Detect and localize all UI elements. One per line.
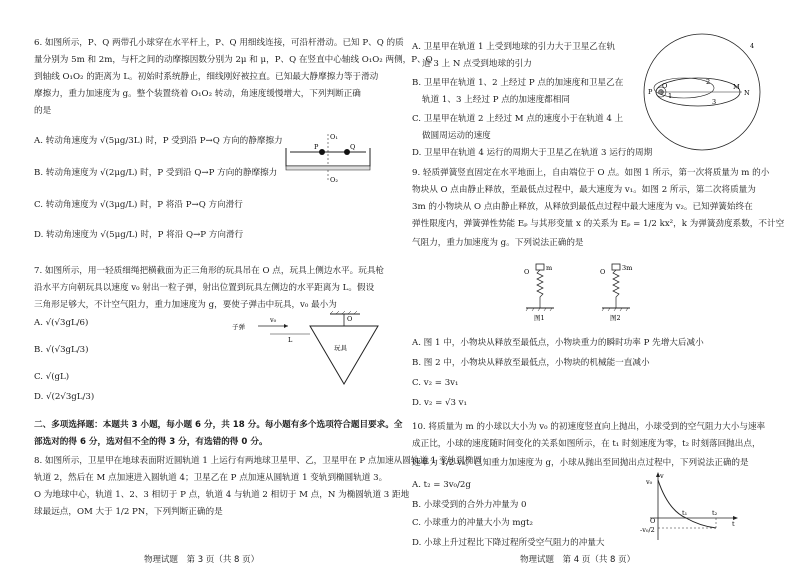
q8-line-3: O 为地球中心，轨道 1、2、3 相切于 P 点，轨道 4 与轨道 2 相切于 M 点，N 为椭圆轨道 3 距地 [34, 490, 410, 500]
q7-option-b: B. √(√3gL/3) [34, 345, 89, 355]
q9-line-3: 3m 的小物块从 O 点由静止释放，从释放到最低点过程中最大速度为 v₂。已知弹簧始终在 [412, 202, 753, 212]
q7-line-3: 三角形足够大，不计空气阻力，重力加速度为 g，要使子弹击中玩具，v₀ 最小为 [34, 300, 337, 310]
bullet-label: 子弹 [232, 323, 245, 331]
t-axis-label: t [732, 520, 735, 528]
q8-option-b-line-2: 轨道 1、3 上经过 P 点的加速度都相同 [422, 95, 570, 105]
q6-option-d: D. 转动角速度为 √(5μg/L) 时，P 将沿 Q→P 方向滑行 [34, 230, 244, 240]
orbit-3-label: 3 [712, 98, 717, 106]
orbit-4-label: 4 [750, 42, 755, 50]
q7-figure [230, 310, 380, 390]
q6-line-2: 量分别为 5m 和 2m，与杆之间的动摩擦因数分别为 2μ 和 μ，P、Q 在竖直中心轴线 O₁O₂ 两侧，P、Q [34, 55, 433, 65]
q6-line-4: 摩擦力，重力加速度为 g。整个装置绕着 O₁O₂ 转动，角速度缓慢增大，下列判断正确 [34, 89, 361, 99]
t1-label: t₁ [682, 509, 688, 517]
m-label: M [733, 83, 740, 91]
q10-option-b: B. 小球受到的合外力冲量为 0 [412, 500, 527, 510]
v0-label: v₀ [270, 316, 277, 324]
q6-option-c: C. 转动角速度为 √(3μg/L) 时，P 将沿 P→Q 方向滑行 [34, 200, 243, 210]
q9-line-4: 弹性限度内，弹簧弹性势能 Eₚ 与其形变量 x 的关系为 Eₚ = 1/2 kx²，k 为弹簧劲度系数，不计空 [412, 219, 785, 229]
q10-line-2: 成正比，小球的速度随时间变化的关系如图所示，在 t₁ 时刻速度为零，t₂ 时刻落回抛出点， [412, 439, 761, 449]
q9-line-5: 气阻力，重力加速度为 g。下列说法正确的是 [412, 238, 584, 248]
p-label: P [648, 88, 653, 96]
q9-option-d: D. v₂ = √3 v₁ [412, 398, 467, 408]
mass-3m-label: 3m [622, 264, 633, 272]
q8-line-4: 球最远点，OM 大于 1/2 PN，下列判断正确的是 [34, 507, 223, 517]
footer-left: 物理试题 第 3 页（共 8 页） [144, 555, 260, 565]
q8-option-b-line-1: B. 卫星甲在轨道 1、2 上经过 P 点的加速度和卫星乙在 [412, 78, 624, 88]
n-label: N [744, 89, 750, 97]
mass-m-label: m [546, 264, 553, 272]
q7-option-c: C. √(gL) [34, 372, 70, 382]
q10-line-1: 10. 将质量为 m 的小球以大小为 v₀ 的初速度竖直向上抛出，小球受到的空气阻力大小与速率 [412, 422, 766, 432]
q9-line-2: 物块从 O 点由静止释放，至最低点过程中，最大速度为 v₁。如图 2 所示，第二次将质量为 [412, 185, 756, 195]
fig2-o-label: O [600, 268, 606, 276]
v-axis-label: v [660, 472, 664, 480]
q8-option-a-line-1: A. 卫星甲在轨道 1 上受到地球的引力大于卫星乙在轨 [412, 42, 616, 52]
q7-line-2: 沿水平方向朝玩具以速度 v₀ 射出一粒子弹，射出位置到玩具左侧边的水平距离为 L。假设 [34, 283, 375, 293]
o-label: O [347, 315, 353, 323]
orbit-1-label: 1 [668, 92, 673, 100]
ball-p [319, 149, 325, 155]
fig1-o-label: O [524, 268, 530, 276]
origin-label: O [650, 517, 656, 525]
fig1-caption: 图1 [534, 314, 545, 322]
l-label: L [288, 336, 293, 344]
q8-option-d: D. 卫星甲在轨道 4 运行的周期大于卫星乙在轨道 3 运行的周期 [412, 148, 653, 158]
q6-figure [280, 130, 378, 184]
v0-label: v₀ [646, 478, 653, 486]
q6-line-1: 6. 如图所示，P、Q 两带孔小球穿在水平杆上，P、Q 用细线连接，可沿杆滑动。已知 P、Q 的质 [34, 38, 404, 48]
q6-line-5: 的是 [34, 106, 52, 116]
q9-line-1: 9. 轻质弹簧竖直固定在水平地面上，自由端位于 O 点。如图 1 所示，第一次将质量为 m 的小 [412, 168, 770, 178]
q8-option-c-line-2: 做圆周运动的速度 [422, 131, 491, 141]
half-v0-label: -v₀/2 [640, 526, 655, 534]
q8-figure [632, 28, 772, 156]
q7-option-a: A. √(√3gL/6) [34, 318, 89, 328]
q8-line-2: 轨道 2，然后在 M 点加速进入圆轨道 4；卫星乙在 P 点加速从圆轨道 1 变轨到椭圆轨道 3。 [34, 473, 388, 483]
q10-option-d: D. 小球上升过程比下降过程所受空气阻力的冲量大 [412, 538, 605, 548]
orbit-2-label: 2 [706, 78, 711, 86]
q9-option-b: B. 图 2 中，小物块从释放至最低点，小物块的机械能一直减小 [412, 358, 650, 368]
toy-label: 玩具 [334, 344, 347, 352]
footer-right: 物理试题 第 4 页（共 8 页） [520, 555, 636, 565]
fig2-caption: 图2 [610, 314, 621, 322]
q7-option-d: D. √(2√3gL/3) [34, 392, 95, 402]
p-label: P [314, 143, 319, 151]
q10-figure [640, 470, 740, 542]
q7-line-1: 7. 如图所示，用一轻质细绳把横截面为正三角形的玩具吊在 O 点，玩具上侧边水平。玩具枪 [34, 266, 385, 276]
section-2-header-line-2: 部选对的得 6 分，选对但不全的得 3 分，有选错的得 0 分。 [34, 437, 268, 447]
q6-option-a: A. 转动角速度为 √(5μg/3L) 时，P 受到沿 P→Q 方向的静摩擦力 [34, 136, 283, 146]
q8-option-c-line-1: C. 卫星甲在轨道 2 上经过 M 点的速度小于在轨道 4 上 [412, 114, 624, 124]
q9-option-c: C. v₂ = 3v₁ [412, 378, 459, 388]
q6-line-3: 到轴线 O₁O₂ 的距离为 L。初始时系统静止，细线刚好被拉直。已知最大静摩擦力等于滑动 [34, 72, 379, 82]
q8-option-a-line-2: 道 3 上 N 点受到地球的引力 [422, 59, 532, 69]
q-label: Q [350, 143, 356, 151]
t2-label: t₂ [712, 509, 718, 517]
o-label: O [662, 82, 668, 90]
q10-option-c: C. 小球重力的冲量大小为 mgt₂ [412, 518, 533, 528]
q10-option-a: A. t₂ = 3v₀/2g [412, 480, 471, 490]
section-2-header-line-1: 二、多项选择题：本题共 3 小题，每小题 6 分，共 18 分。每小题有多个选项符合题目要求。全 [34, 420, 403, 430]
o2-label: O₂ [330, 176, 338, 184]
q9-figure [516, 260, 676, 324]
q10-line-3: 速率为 1/2 v₀。已知重力加速度为 g，小球从抛出至回抛出点过程中，下列说法正确的是 [412, 458, 749, 468]
q9-option-a: A. 图 1 中，小物块从释放至最低点，小物块重力的瞬时功率 P 先增大后减小 [412, 338, 704, 348]
q6-option-b: B. 转动角速度为 √(2μg/L) 时，P 受到沿 Q→P 方向的静摩擦力 [34, 168, 278, 178]
q8-line-1: 8. 如图所示，卫星甲在地球表面附近圆轨道 1 上运行有两地球卫星甲、乙，卫星甲在 P 点加速从圆轨道 1 变轨到椭圆 [34, 456, 482, 466]
o1-label: O₁ [330, 133, 338, 141]
